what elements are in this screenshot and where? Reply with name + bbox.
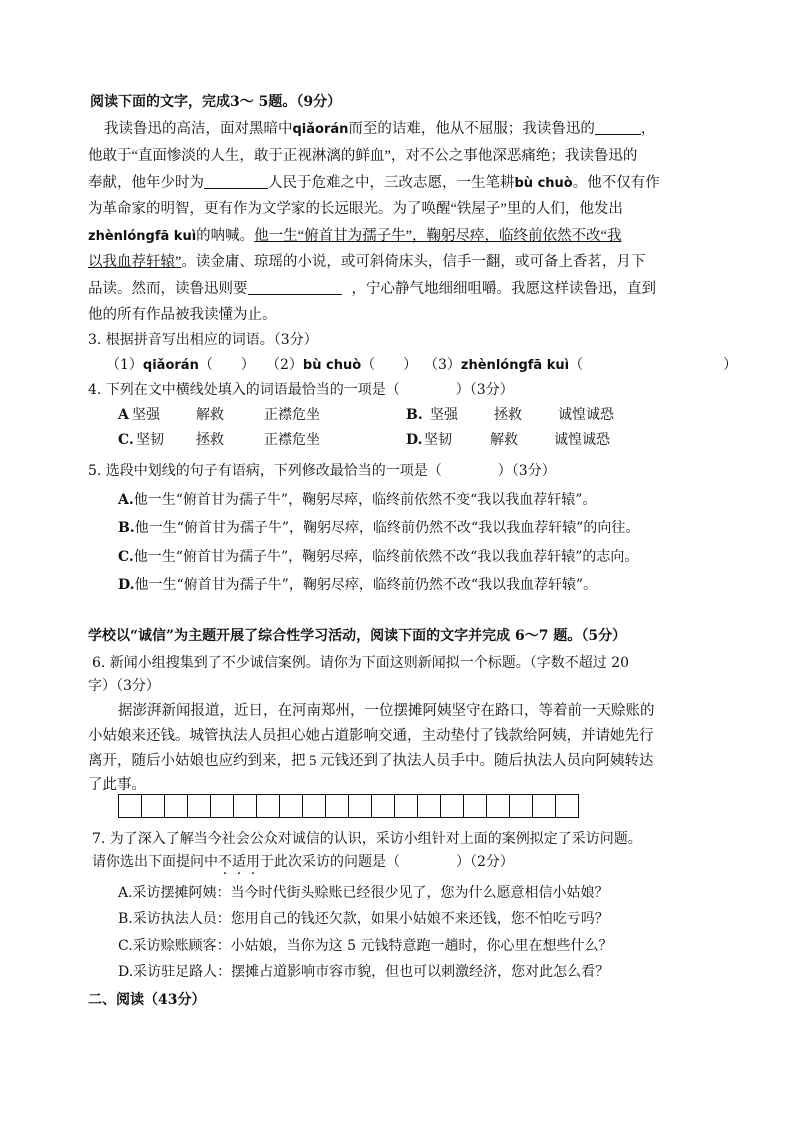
option-word: 拯救 — [196, 432, 224, 448]
q3-item-3 — [424, 356, 737, 375]
passage-text: 奉献，他年少时为 — [88, 175, 204, 191]
fill-blank[interactable] — [248, 280, 342, 295]
option-word: 诚惶诚恐 — [558, 407, 614, 423]
q7-stem-line-2 — [92, 853, 514, 871]
section-heading: 阅读下面的文字，完成3～ 5题。（9分） — [90, 94, 342, 110]
option-label: A. — [118, 492, 134, 508]
section-heading: 学校以“诚信”为主题开展了综合性学习活动，阅读下面的文字并完成 6～7 题。（5分） — [88, 628, 627, 644]
passage-text: 而至的诘难，他从不屈服；我读鲁迅的 — [348, 121, 595, 137]
q3-item-2 — [266, 356, 417, 375]
grid-cell[interactable] — [210, 794, 234, 818]
q4-option-b[interactable] — [406, 406, 614, 424]
passage-line-6 — [88, 253, 645, 271]
pinyin: zhènlóngfā kuì — [460, 358, 570, 373]
grid-cell[interactable] — [486, 794, 510, 818]
grid-cell[interactable] — [555, 794, 579, 818]
option-word: 坚强 — [132, 407, 160, 423]
option-text: 他一生“俯首甘为孺子牛”，鞠躬尽瘁，临终前仍然不改“我以我血荐轩辕”。 — [134, 577, 598, 593]
emphasis-char: 适 — [232, 854, 246, 870]
option-word: 解救 — [490, 432, 518, 448]
news-line-3: 离开，随后小姑娘也应约到来，把 5 元钱还到了执法人员手中。随后执法人员向阿姨转达 — [88, 753, 654, 769]
fill-blank[interactable] — [204, 174, 268, 189]
q5-option-c[interactable] — [118, 548, 638, 566]
option-label: D. — [118, 577, 135, 593]
grid-cell[interactable] — [417, 794, 441, 818]
news-line-1: 据澎湃新闻报道，近日，在河南郑州，一位摆摊阿姨坚守在路口，等着前一天赊账的 — [118, 703, 655, 719]
grid-cell[interactable] — [279, 794, 303, 818]
grid-cell[interactable] — [463, 794, 487, 818]
underlined-sentence: 以我血荐轩辕” — [88, 254, 182, 270]
underlined-sentence: 他一生“俯首甘为孺子牛”，鞠躬尽瘁，临终前依然不改“我 — [254, 228, 622, 244]
grid-cell[interactable] — [233, 794, 257, 818]
passage-text: ， — [640, 121, 656, 137]
q4-option-d[interactable] — [406, 431, 610, 449]
q4-option-c[interactable] — [118, 431, 320, 449]
grid-cell[interactable] — [302, 794, 326, 818]
passage-line-2: 他敢于“直面惨淡的人生，敢于正视淋漓的鲜血”，对不公之事他深恶痛绝；我读鲁迅的 — [88, 148, 638, 164]
passage-text: ，宁心静气地细细咀嚼。我愿这样读鲁迅，直到 — [351, 281, 656, 297]
news-line-4: 了此事。 — [88, 777, 146, 793]
news-line-2: 小姑娘来还钱。城管执法人员担心她占道影响交通，主动垫付了钱款给阿姨，并请她先行 — [88, 728, 654, 744]
q7-option-d[interactable]: D.采访驻足路人：摆摊占道影响市容市貌，但也可以刺激经济，您对此怎么看？ — [118, 964, 610, 980]
grid-cell[interactable] — [325, 794, 349, 818]
passage-text: 我读鲁迅的高洁，面对黑暗中 — [104, 121, 293, 137]
grid-cell[interactable] — [141, 794, 165, 818]
passage-line-1 — [104, 120, 655, 139]
q5-stem: 5. 选段中划线的句子有语病，下列修改最恰当的一项是（ ）（3分） — [88, 463, 556, 479]
passage-line-7 — [88, 280, 656, 298]
grid-cell[interactable] — [348, 794, 372, 818]
passage-line-3 — [88, 174, 660, 193]
pinyin: zhènlóngfā kuì — [88, 229, 197, 244]
emphasis-char: 不 — [218, 854, 232, 870]
q3-stem: 3. 根据拼音写出相应的词语。（3分） — [88, 332, 318, 348]
passage-line-4: 为革命家的明智，更有作为文学家的长远眼光。为了唤醒“铁屋子”里的人们，他发出 — [88, 201, 623, 217]
grid-cell[interactable] — [371, 794, 395, 818]
option-text: 他一生“俯首甘为孺子牛”，鞠躬尽瘁，临终前依然不改“我以我血荐轩辕”的志向。 — [133, 549, 639, 565]
option-word: 正襟危坐 — [264, 432, 320, 448]
pinyin: qiǎorán — [142, 358, 199, 373]
option-text: 他一生“俯首甘为孺子牛”，鞠躬尽瘁，临终前依然不变“我以我血荐轩辕”。 — [133, 492, 597, 508]
q7-option-a[interactable]: A.采访摆摊阿姨：当今时代街头赊账已经很少见了，您为什么愿意相信小姑娘？ — [118, 885, 609, 901]
passage-line-8: 他的所有作品被我读懂为止。 — [88, 307, 277, 323]
option-word: 坚强 — [430, 407, 458, 423]
q5-option-d[interactable] — [118, 576, 597, 594]
q3-label: （1） — [106, 357, 143, 373]
option-label: A — [118, 407, 129, 423]
emphasis-char: 用 — [246, 854, 260, 870]
option-word: 解救 — [196, 407, 224, 423]
q7-stem-text: 于此次采访的问题是（ ）（2分） — [260, 854, 514, 870]
fill-blank[interactable] — [595, 120, 641, 135]
q3-label: （3） — [424, 357, 461, 373]
pinyin: bù chuò — [302, 358, 362, 373]
grid-cell[interactable] — [509, 794, 533, 818]
grid-cell[interactable] — [256, 794, 280, 818]
answer-paren[interactable]: （ ） — [569, 357, 738, 373]
q4-option-a[interactable] — [118, 406, 320, 424]
q6-stem-line-2: 字）（3分） — [88, 678, 160, 694]
passage-text: 品读。然而，读鲁迅则要 — [88, 281, 248, 297]
grid-cell[interactable] — [187, 794, 211, 818]
option-label: D. — [406, 432, 423, 448]
q3-label: （2） — [266, 357, 303, 373]
answer-paren[interactable]: （ ） — [198, 357, 255, 373]
section-heading: 二、阅读（43分） — [88, 992, 206, 1008]
passage-text: 。他不仅有作 — [572, 175, 660, 191]
passage-text: 的呐喊。 — [196, 228, 255, 244]
q3-item-1 — [106, 356, 255, 375]
option-word: 正襟危坐 — [264, 407, 320, 423]
grid-cell[interactable] — [394, 794, 418, 818]
q5-option-a[interactable] — [118, 491, 596, 509]
grid-cell[interactable] — [440, 794, 464, 818]
q4-stem: 4. 下列在文中横线处填入的词语最恰当的一项是（ ）（3分） — [88, 382, 514, 398]
q7-stem-text: 请你选出下面提问中 — [92, 854, 218, 870]
grid-cell[interactable] — [532, 794, 556, 818]
option-word: 诚惶诚恐 — [554, 432, 610, 448]
option-label: B. — [118, 520, 135, 536]
option-text: 他一生“俯首甘为孺子牛”，鞠躬尽瘁，临终前仍然不改“我以我血荐轩辕”的向往。 — [134, 520, 640, 536]
option-label: C. — [118, 549, 134, 565]
q7-stem-line-1: 7. 为了深入了解当今社会公众对诚信的认识，采访小组针对上面的案例拟定了采访问题。 — [92, 831, 642, 847]
grid-cell[interactable] — [164, 794, 188, 818]
q6-stem-line-1: 6. 新闻小组搜集到了不少诚信案例。请你为下面这则新闻拟一个标题。（字数不超过 20 — [92, 655, 630, 671]
passage-text: 。读金庸、琼瑶的小说，或可斜倚床头，信手一翻，或可备上香茗，月下 — [181, 254, 646, 270]
answer-paren[interactable]: （ ） — [361, 357, 418, 373]
q7-option-b[interactable]: B.采访执法人员：您用自己的钱还欠款，如果小姑娘不来还钱，您不怕吃亏吗？ — [118, 911, 609, 927]
q7-option-c[interactable]: C.采访赊账顾客：小姑娘，当你为这 5 元钱特意跑一趟时，你心里在想些什么？ — [118, 938, 613, 954]
answer-grid[interactable] — [118, 794, 578, 818]
grid-cell[interactable] — [118, 794, 142, 818]
option-word: 坚韧 — [424, 432, 452, 448]
option-label: B. — [406, 407, 423, 423]
option-word: 拯救 — [494, 407, 522, 423]
option-word: 坚韧 — [136, 432, 164, 448]
q5-option-b[interactable] — [118, 519, 639, 537]
passage-line-5 — [88, 227, 621, 246]
option-label: C. — [118, 432, 134, 448]
passage-text: 人民于危难之中，三改志愿，一生笔耕 — [268, 175, 515, 191]
pinyin: bù chuò — [514, 176, 573, 191]
pinyin: qiǎorán — [292, 122, 349, 137]
